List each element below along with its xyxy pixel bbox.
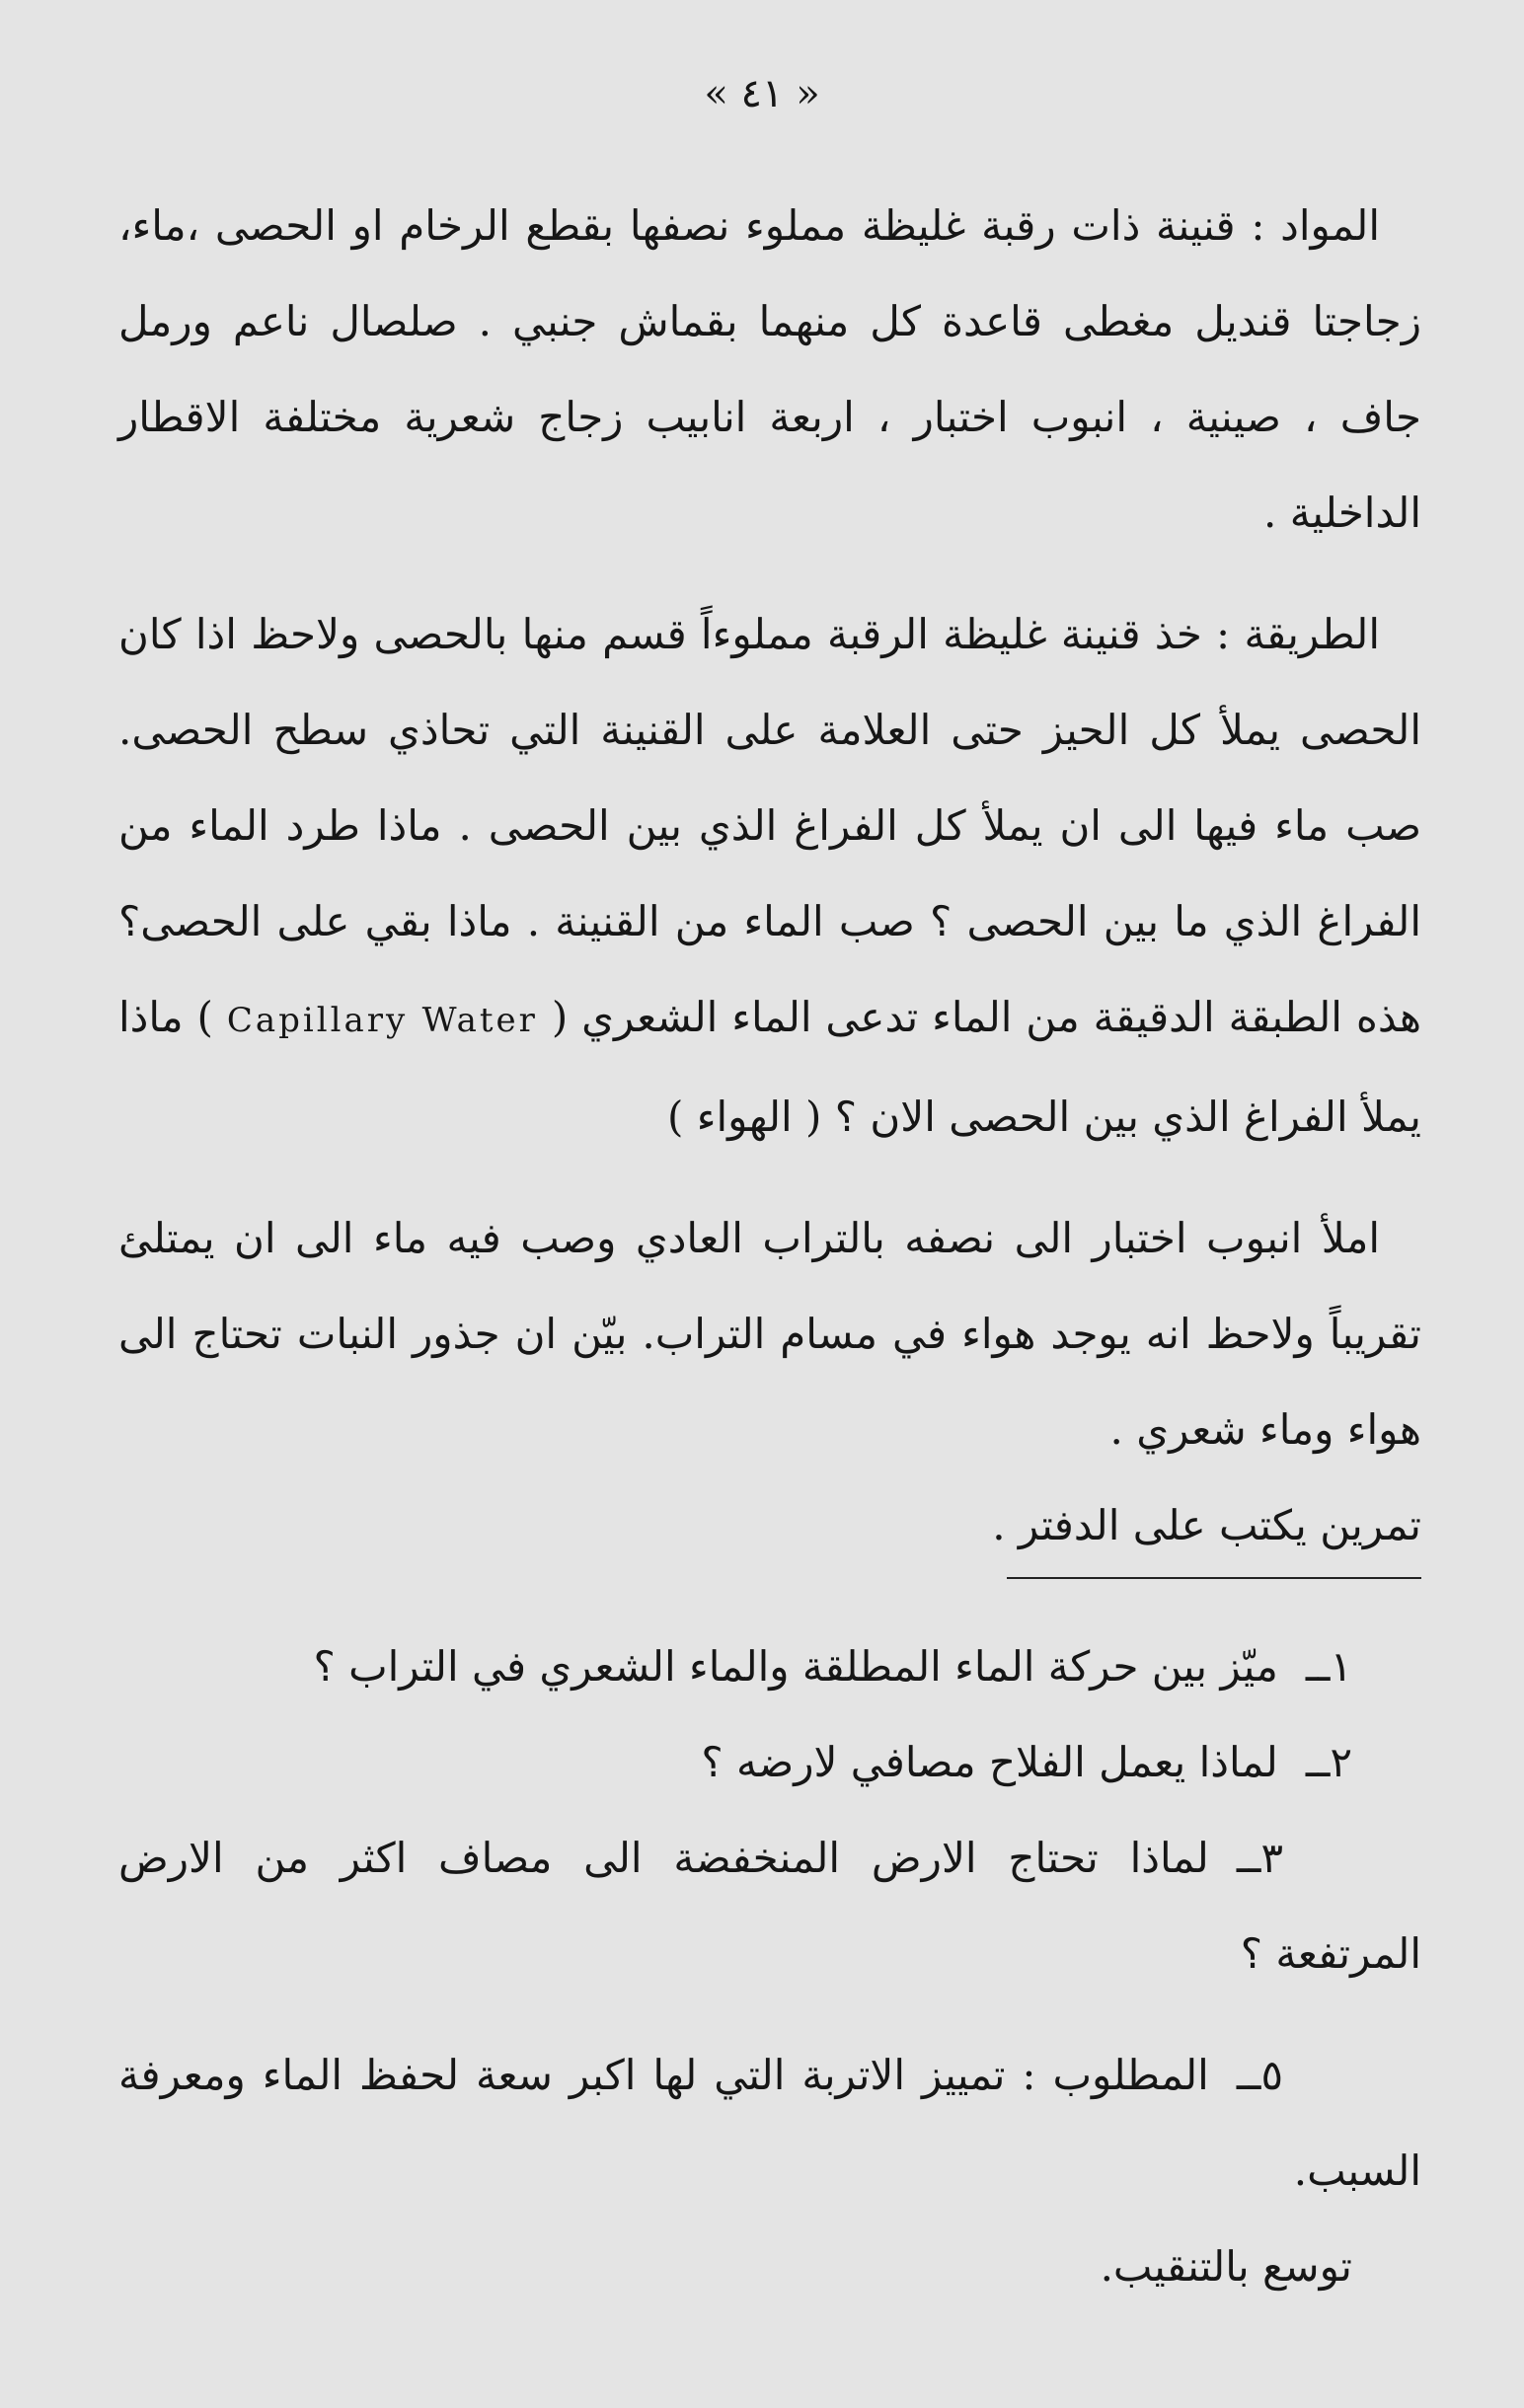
spacer bbox=[118, 2001, 1421, 2027]
page-number: « ٤١ » bbox=[704, 71, 820, 116]
page-body bbox=[118, 178, 1421, 2314]
exercise-heading-text: تمرين يكتب على الدفتر . bbox=[992, 1501, 1421, 1549]
required-item bbox=[118, 2027, 1421, 2219]
capillary-water-term: Capillary Water bbox=[226, 1001, 538, 1040]
question-text: لماذا تحتاج الارض المنخفضة الى مصاف اكثر من الارض المرتفعة ؟ bbox=[118, 1834, 1421, 1978]
method-text-start: الطريقة : خذ قنينة غليظة الرقبة مملوءاً قسم منها بالحصى ولاحظ اذا كان الحصى يملأ كل الحيز حتى العلامة على القنينة التي تحاذي سطح الحصى. صب ماء فيها الى ان يملأ كل الفراغ الذي بين الحصى . ماذا طرد الماء من الفراغ الذي ما بين الحصى ؟ صب الماء من القنينة . ماذا بقي على الحصى؟ هذه الطبقة الدقيقة من الماء تدعى الماء الشعري ( bbox=[118, 610, 1422, 1041]
method-text-end: ) ماذا يملأ الفراغ الذي بين الحصى الان ؟ ( الهواء ) bbox=[118, 993, 1421, 1141]
method-paragraph bbox=[118, 586, 1421, 1165]
question-number: ٣ــ bbox=[1236, 1834, 1283, 1882]
required-text: المطلوب : تمييز الاتربة التي لها اكبر سعة لحفظ الماء ومعرفة السبب. bbox=[118, 2051, 1421, 2195]
question-text: لماذا يعمل الفلاح مصافي لارضه ؟ bbox=[701, 1738, 1278, 1786]
materials-paragraph: المواد : قنينة ذات رقبة غليظة مملوء نصفها بقطع الرخام او الحصى ،ماء، زجاجتا قنديل مغطى قاعدة كل منهما بقماش جنبي . صلصال ناعم ورمل جاف ، صينية ، انبوب اختبار ، اربعة انابيب زجاج شعرية مختلفة الاقطار الداخلية . bbox=[118, 201, 1421, 537]
extension-note: توسع بالتنقيب. bbox=[1100, 2242, 1352, 2291]
heading-underline bbox=[1007, 1577, 1421, 1579]
question-number: ١ــ bbox=[1305, 1642, 1352, 1691]
question-number: ٢ــ bbox=[1305, 1738, 1352, 1786]
exercise-heading bbox=[118, 1477, 1421, 1573]
exercise-question-3 bbox=[118, 1810, 1421, 2001]
test-tube-paragraph: املأ انبوب اختبار الى نصفه بالتراب العادي وصب فيه ماء الى ان يمتلئ تقريباً ولاحظ انه يوجد هواء في مسام التراب. بيّن ان جذور النبات تحتاج الى هواء وماء شعري . bbox=[118, 1214, 1421, 1454]
exercise-question-2 bbox=[118, 1714, 1421, 1810]
exercise-question-1 bbox=[118, 1618, 1421, 1714]
question-text: ميّز بين حركة الماء المطلقة والماء الشعري في التراب ؟ bbox=[313, 1642, 1278, 1691]
required-number: ٥ــ bbox=[1236, 2051, 1283, 2099]
